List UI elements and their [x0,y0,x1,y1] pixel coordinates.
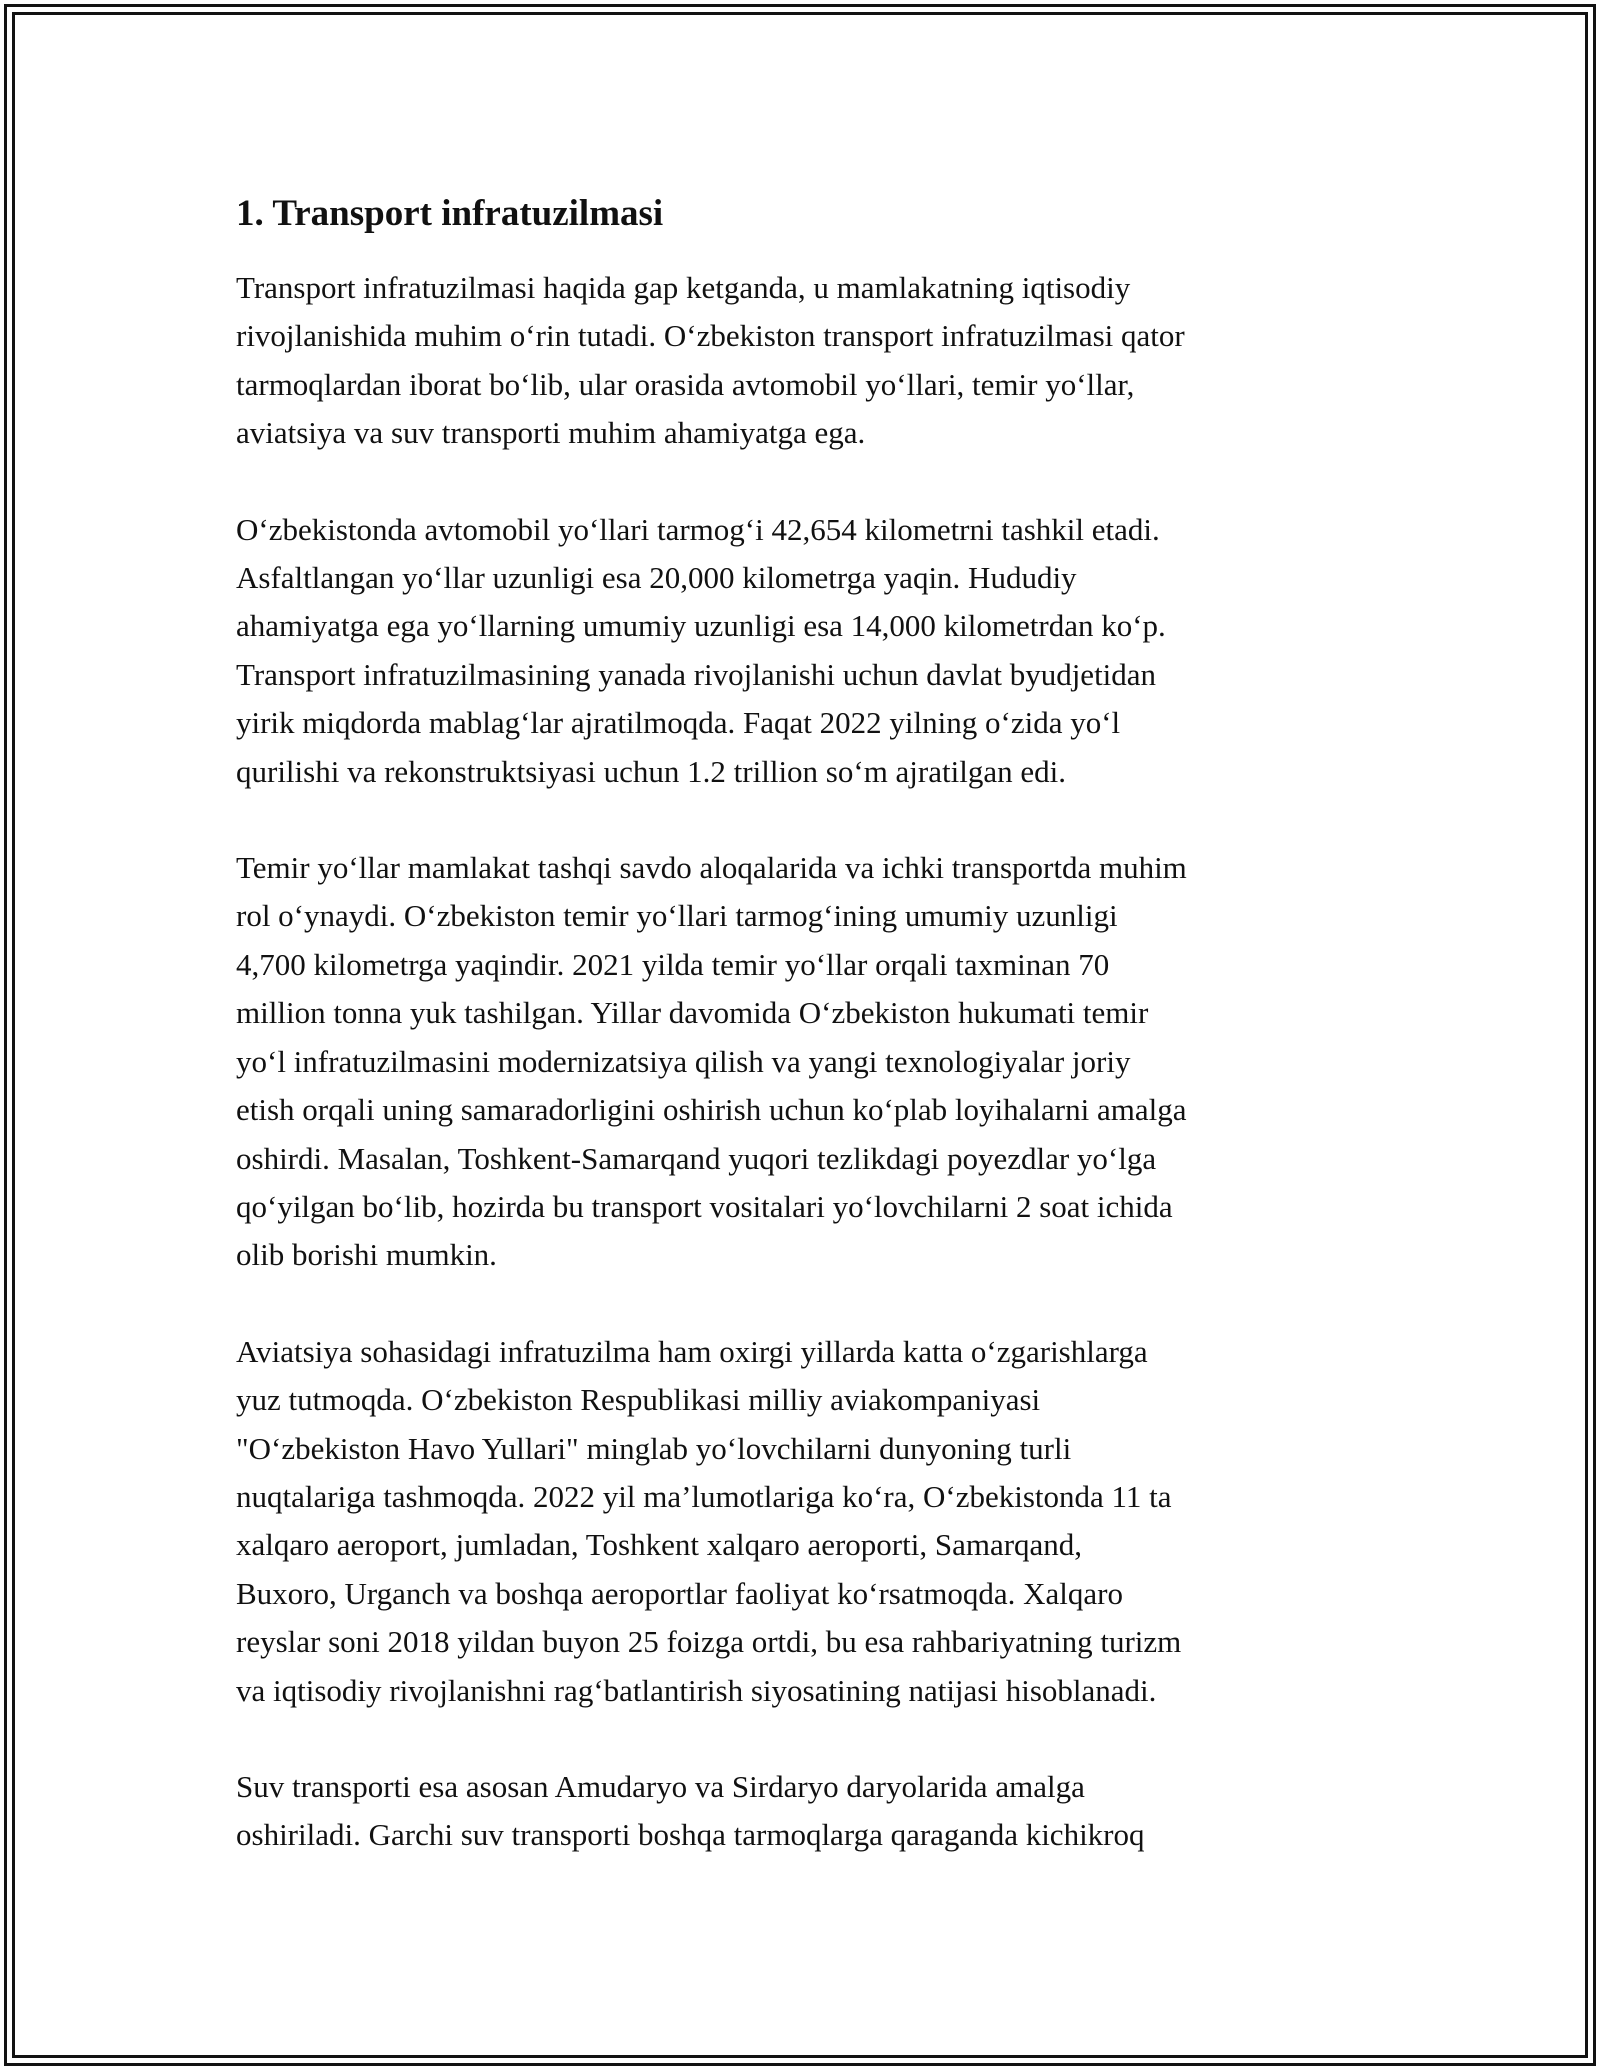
text-line: rivojlanishida muhim o‘rin tutadi. O‘zbekiston transport infratuzilmasi qator [236,318,1185,354]
text-line: tarmoqlardan iborat bo‘lib, ular orasida avtomobil yo‘llari, temir yo‘llar, [236,366,1135,402]
text-line: qo‘yilgan bo‘lib, hozirda bu transport vositalari yo‘lovchilarni 2 soat ichida [236,1188,1173,1224]
text-line: Aviatsiya sohasidagi infratuzilma ham oxirgi yillarda katta o‘zgarishlarga [236,1333,1148,1369]
text-line: 4,700 kilometrga yaqindir. 2021 yilda temir yo‘llar orqali taxminan 70 [236,946,1110,982]
text-line: million tonna yuk tashilgan. Yillar davomida O‘zbekiston hukumati temir [236,995,1149,1031]
text-line: olib borishi mumkin. [236,1237,497,1273]
text-line: qurilishi va rekonstruktsiyasi uchun 1.2 trillion so‘m ajratilgan edi. [236,753,1066,789]
text-line: oshirdi. Masalan, Toshkent-Samarqand yuqori tezlikdagi poyezdlar yo‘lga [236,1140,1157,1176]
text-line: O‘zbekistonda avtomobil yo‘llari tarmog‘i 42,654 kilometrni tashkil etadi. [236,511,1160,547]
text-line: ahamiyatga ega yo‘llarning umumiy uzunligi esa 14,000 kilometrdan ko‘p. [236,608,1166,644]
paragraph-water-transport [236,1763,1386,1860]
document-body [236,190,1386,1908]
text-line: nuqtalariga tashmoqda. 2022 yil ma’lumotlariga ko‘ra, O‘zbekistonda 11 ta [236,1478,1172,1514]
section-heading: 1. Transport infratuzilmasi [236,193,664,234]
text-line: etish orqali uning samaradorligini oshirish uchun ko‘plab loyihalarni amalga [236,1092,1187,1128]
text-line: Suv transporti esa asosan Amudaryo va Sirdaryo daryolarida amalga [236,1768,1085,1804]
text-line: Transport infratuzilmasi haqida gap ketganda, u mamlakatning iqtisodiy [236,270,1131,305]
text-line: "O‘zbekiston Havo Yullari" minglab yo‘lovchilarni dunyoning turli [236,1430,1072,1466]
text-line: yuz tutmoqda. O‘zbekiston Respublikasi milliy aviakompaniyasi [236,1382,1041,1418]
text-line: yo‘l infratuzilmasini modernizatsiya qilish va yangi texnologiyalar joriy [236,1043,1131,1079]
text-line: oshiriladi. Garchi suv transporti boshqa tarmoqlarga qaraganda kichikroq [236,1817,1145,1853]
paragraph-railways [236,844,1386,1280]
text-line: xalqaro aeroport, jumladan, Toshkent xalqaro aeroporti, Samarqand, [236,1527,1083,1563]
text-line: yirik miqdorda mablag‘lar ajratilmoqda. Faqat 2022 yilning o‘zida yo‘l [236,705,1121,741]
text-line: reyslar soni 2018 yildan buyon 25 foizga ortdi, bu esa rahbariyatning turizm [236,1624,1182,1660]
text-line: va iqtisodiy rivojlanishni rag‘batlantirish siyosatining natijasi hisoblanadi. [236,1672,1157,1708]
text-line: Buxoro, Urganch va boshqa aeroportlar faoliyat ko‘rsatmoqda. Xalqaro [236,1575,1123,1611]
paragraph-overview [236,264,1386,458]
text-line: Temir yo‘llar mamlakat tashqi savdo aloqalarida va ichki transportda muhim [236,850,1187,886]
paragraph-aviation [236,1328,1386,1715]
text-line: Transport infratuzilmasining yanada rivojlanishi uchun davlat byudjetidan [236,656,1157,692]
text-line: rol o‘ynaydi. O‘zbekiston temir yo‘llari tarmog‘ining umumiy uzunligi [236,898,1118,934]
text-line: aviatsiya va suv transporti muhim ahamiyatga ega. [236,415,866,451]
text-line: Asfaltlangan yo‘llar uzunligi esa 20,000 kilometrga yaqin. Hududiy [236,560,1077,596]
paragraph-roads [236,506,1386,796]
